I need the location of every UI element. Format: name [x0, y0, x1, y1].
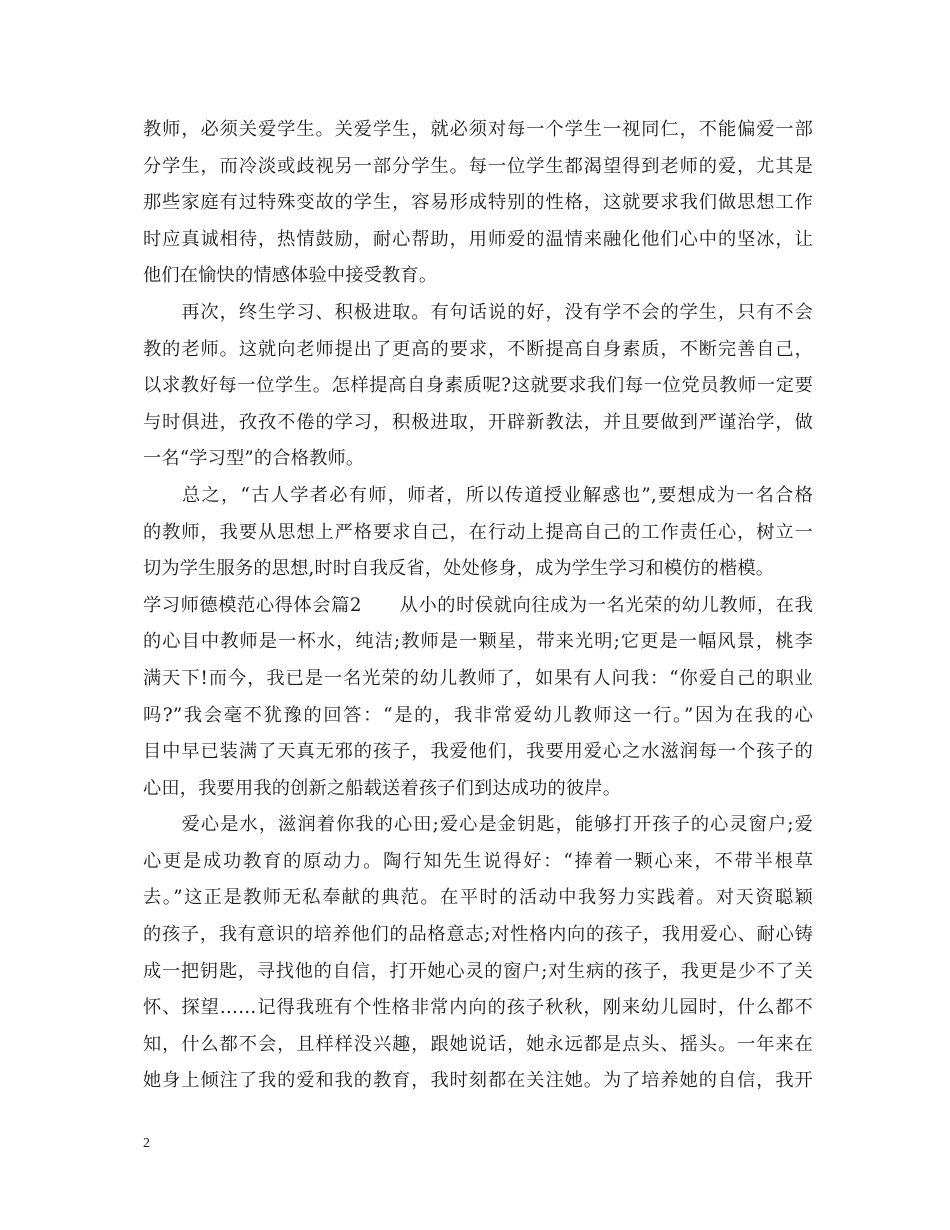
text-line: 再次，终生学习、积极进取。有句话说的好，没有学不会的学生，只有不会 — [143, 301, 813, 323]
text-line: 的心目中教师是一杯水，纯洁;教师是一颗星，带来光明;它更是一幅风景，桃李 — [143, 631, 813, 653]
text-line: 爱心是水，滋润着你我的心田;爱心是金钥匙，能够打开孩子的心灵窗户;爱 — [143, 814, 813, 836]
text-line: 分学生，而冷淡或歧视另一部分学生。每一位学生都渴望得到老师的爱，尤其是 — [143, 155, 813, 177]
text-line: 时应真诚相待，热情鼓励，耐心帮助，用师爱的温情来融化他们心中的坚冰，让 — [143, 228, 813, 250]
text-line: 吗?”我会毫不犹豫的回答：“是的，我非常爱幼儿教师这一行。”因为在我的心 — [143, 704, 813, 726]
text-line: 满天下!而今，我已是一名光荣的幼儿教师了，如果有人问我：“你爱自己的职业 — [143, 667, 813, 689]
text-line: 怀、探望……记得我班有个性格非常内向的孩子秋秋，刚来幼儿园时，什么都不 — [143, 997, 813, 1019]
text-line: 他们在愉快的情感体验中接受教育。 — [143, 265, 438, 287]
text-line: 她身上倾注了我的爱和我的教育，我时刻都在关注她。为了培养她的自信，我开 — [143, 1070, 813, 1092]
text-line: 那些家庭有过特殊变故的学生，容易形成特别的性格，这就要求我们做思想工作 — [143, 192, 813, 214]
page-number: 2 — [143, 1136, 150, 1151]
text-line: 的教师，我要从思想上严格要求自己，在行动上提高自己的工作责任心，树立一 — [143, 521, 813, 543]
text-line: 以求教好每一位学生。怎样提高自身素质呢?这就要求我们每一位党员教师一定要 — [143, 375, 813, 397]
text-line: 去。”这正是教师无私奉献的典范。在平时的活动中我努力实践着。对天资聪颖 — [143, 887, 813, 909]
text-line: 教的老师。这就向老师提出了更高的要求，不断提高自身素质，不断完善自己， — [143, 338, 813, 360]
text-line: 心田，我要用我的创新之船载送着孩子们到达成功的彼岸。 — [143, 777, 622, 799]
text-line: 知，什么都不会，且样样没兴趣，跟她说话，她永远都是点头、摇头。一年来在 — [143, 1033, 813, 1055]
document-body — [143, 112, 813, 1100]
text-line: 教师，必须关爱学生。关爱学生，就必须对每一个学生一视同仁，不能偏爱一部 — [143, 119, 813, 140]
text-line: 成一把钥匙，寻找他的自信，打开她心灵的窗户;对生病的孩子，我更是少不了关 — [143, 960, 813, 982]
text-line: 心更是成功教育的原动力。陶行知先生说得好：“捧着一颗心来，不带半根草 — [143, 850, 813, 872]
text-line: 学习师德模范心得体会篇2 从小的时侯就向往成为一名光荣的幼儿教师，在我 — [143, 594, 813, 616]
text-line: 与时俱进，孜孜不倦的学习，积极进取，开辟新教法，并且要做到严谨治学，做 — [143, 411, 813, 433]
text-line: 一名“学习型”的合格教师。 — [143, 448, 365, 470]
text-line: 总之，“古人学者必有师，师者，所以传道授业解惑也”,要想成为一名合格 — [143, 484, 813, 506]
text-line: 切为学生服务的思想,时时自我反省，处处修身，成为学生学习和模仿的楷模。 — [143, 558, 775, 580]
text-line: 目中早已装满了天真无邪的孩子，我爱他们，我要用爱心之水滋润每一个孩子的 — [143, 741, 813, 763]
text-line: 的孩子，我有意识的培养他们的品格意志;对性格内向的孩子，我用爱心、耐心铸 — [143, 924, 813, 946]
